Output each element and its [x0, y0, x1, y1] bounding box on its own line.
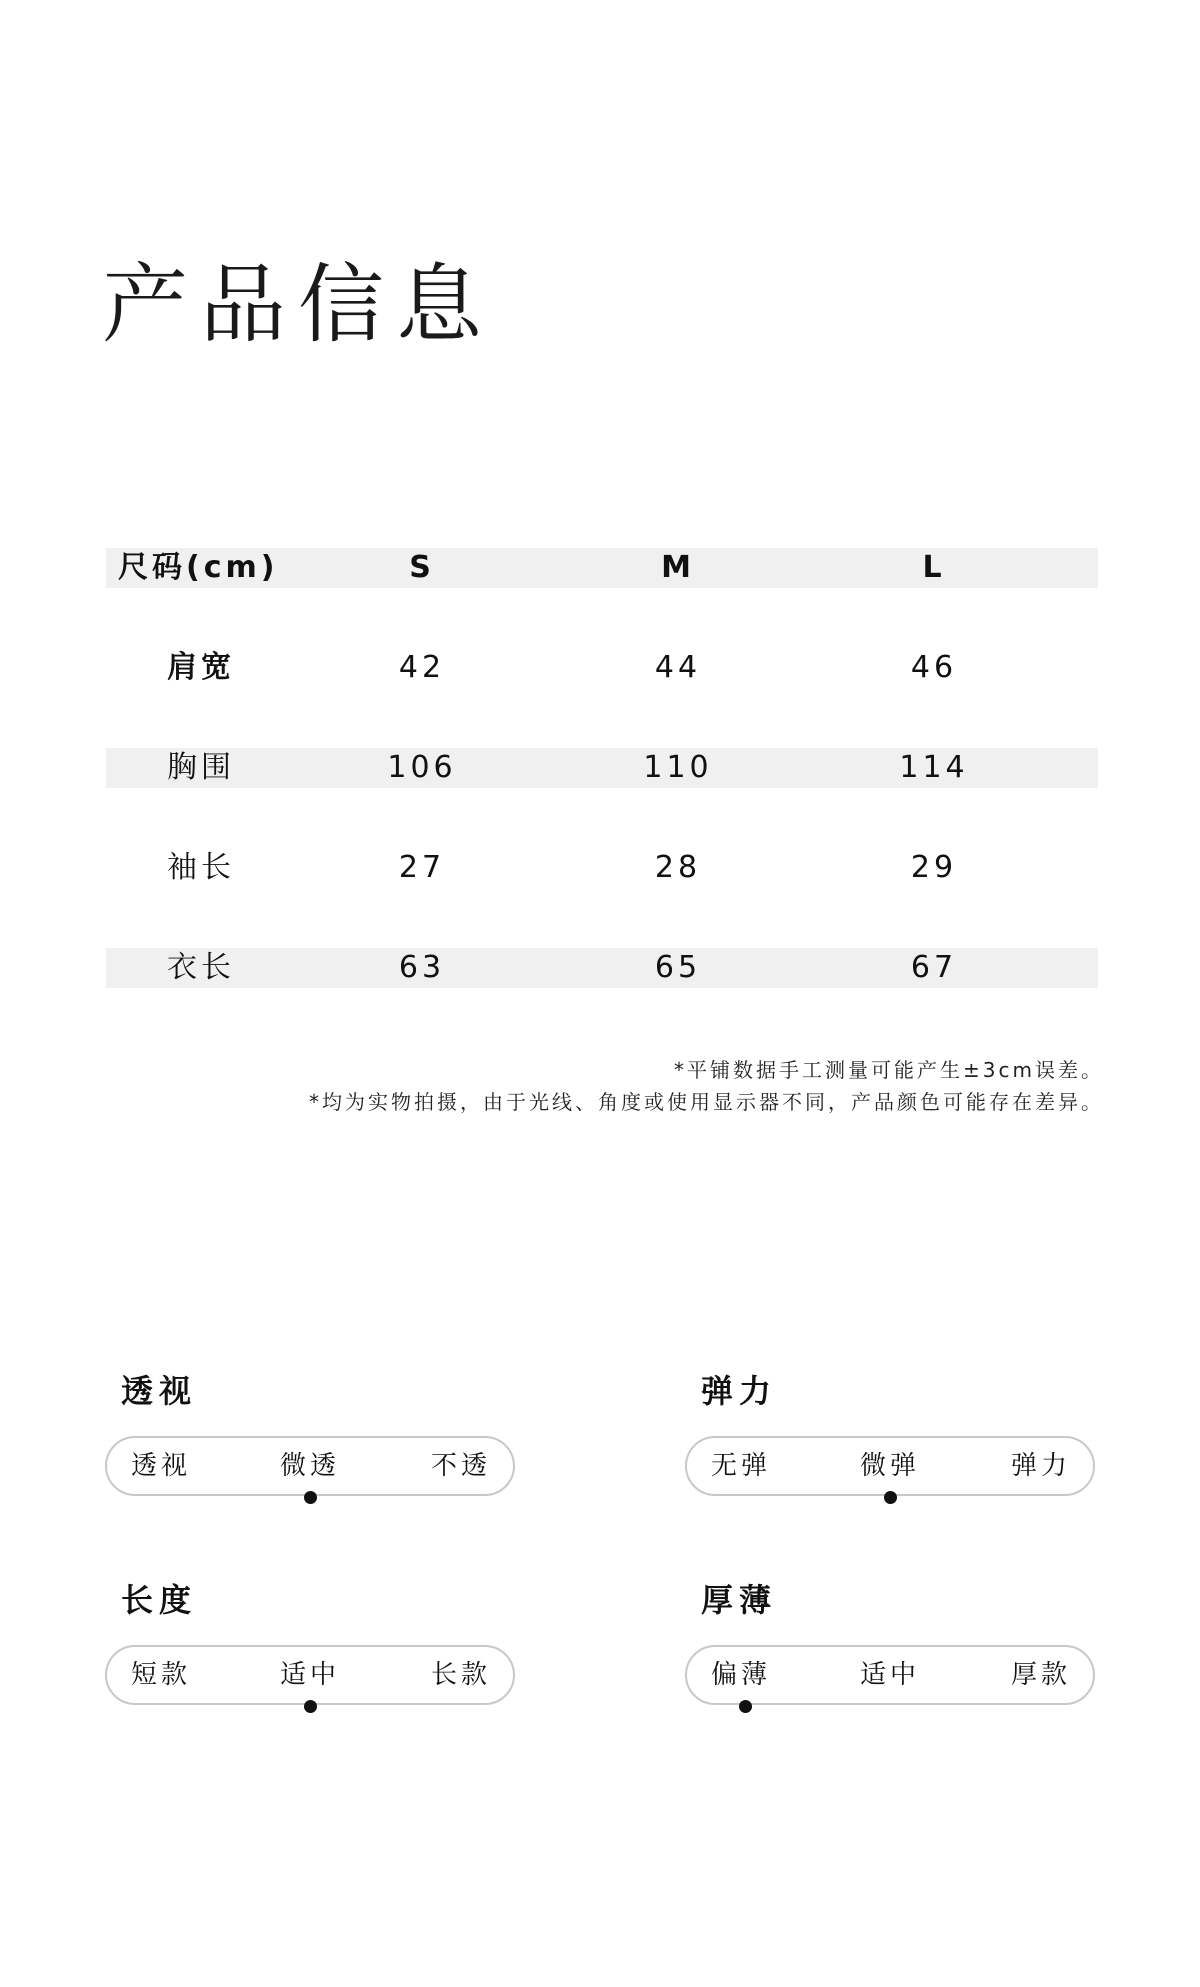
scale-indicator-dot	[884, 1491, 897, 1504]
row-label: 胸围	[167, 750, 235, 785]
table-row-chest	[106, 748, 1098, 788]
scale-indicator-dot	[304, 1700, 317, 1713]
scale-option: 长款	[430, 1660, 491, 1690]
table-cell: 29	[910, 850, 958, 885]
table-cell: 110	[643, 750, 713, 785]
size-header-label: 尺码(cm)	[118, 550, 279, 585]
attr-scale	[685, 1436, 1095, 1496]
scale-option: 弹力	[1010, 1451, 1071, 1481]
size-header-m: M	[661, 550, 695, 585]
table-cell: 65	[654, 950, 702, 985]
scale-indicator-dot	[739, 1700, 752, 1713]
table-cell: 42	[398, 650, 446, 685]
table-cell: 63	[398, 950, 446, 985]
note-line: *平铺数据手工测量可能产生±3cm误差。	[674, 1058, 1104, 1082]
table-row-shoulder	[106, 648, 1098, 688]
attr-scale	[105, 1436, 515, 1496]
page-title: 产品信息	[102, 255, 494, 355]
row-label: 衣长	[167, 950, 235, 985]
scale-option: 不透	[430, 1451, 491, 1481]
size-header-s: S	[409, 550, 435, 585]
attr-title: 厚薄	[701, 1581, 778, 1619]
table-cell: 27	[398, 850, 446, 885]
scale-option: 微透	[279, 1451, 340, 1481]
scale-option: 短款	[131, 1660, 192, 1690]
table-cell: 44	[654, 650, 702, 685]
table-row-sleeve	[106, 848, 1098, 888]
attr-scale	[685, 1645, 1095, 1705]
note-line: *均为实物拍摄，由于光线、角度或使用显示器不同，产品颜色可能存在差异。	[309, 1090, 1104, 1114]
measurement-notes	[309, 1054, 1104, 1118]
scale-option: 适中	[279, 1660, 340, 1690]
table-cell: 46	[910, 650, 958, 685]
size-header-l: L	[922, 550, 946, 585]
scale-option: 无弹	[711, 1451, 772, 1481]
size-table-header-row	[106, 548, 1098, 588]
attr-title: 长度	[121, 1581, 198, 1619]
table-cell: 67	[910, 950, 958, 985]
scale-option: 微弹	[859, 1451, 920, 1481]
table-cell: 28	[654, 850, 702, 885]
scale-option: 透视	[131, 1451, 192, 1481]
scale-option: 厚款	[1010, 1660, 1071, 1690]
attr-title: 弹力	[701, 1372, 778, 1410]
scale-option: 偏薄	[711, 1660, 772, 1690]
row-label: 肩宽	[167, 650, 235, 685]
attr-scale	[105, 1645, 515, 1705]
table-row-length	[106, 948, 1098, 988]
table-cell: 114	[899, 750, 969, 785]
attr-title: 透视	[121, 1372, 198, 1410]
table-cell: 106	[387, 750, 457, 785]
scale-indicator-dot	[304, 1491, 317, 1504]
row-label: 袖长	[167, 850, 235, 885]
scale-option: 适中	[859, 1660, 920, 1690]
